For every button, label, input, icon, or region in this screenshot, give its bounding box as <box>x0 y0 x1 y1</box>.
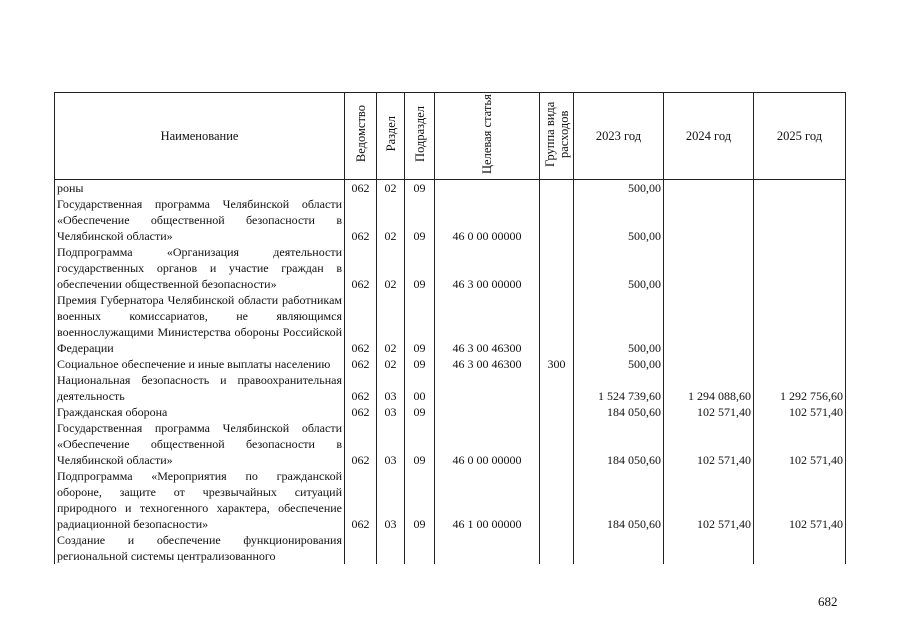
cell-target: 46 1 00 00000 <box>435 468 540 532</box>
header-section: Раздел <box>377 93 405 180</box>
cell-target: 46 0 00 00000 <box>435 420 540 468</box>
cell-group <box>540 196 574 244</box>
cell-y2024 <box>664 180 754 197</box>
header-target: Целевая статья <box>435 93 540 180</box>
header-subsection: Подраздел <box>405 93 435 180</box>
cell-y2024: 102 571,40 <box>664 468 754 532</box>
cell-subsection: 09 <box>405 244 435 292</box>
cell-dept: 062 <box>345 356 377 372</box>
cell-section: 02 <box>377 356 405 372</box>
cell-group <box>540 404 574 420</box>
cell-subsection: 09 <box>405 180 435 197</box>
cell-y2024: 102 571,40 <box>664 420 754 468</box>
cell-y2023 <box>574 532 664 564</box>
cell-y2024: 102 571,40 <box>664 404 754 420</box>
cell-y2024 <box>664 244 754 292</box>
cell-y2025 <box>754 180 846 197</box>
cell-dept: 062 <box>345 420 377 468</box>
cell-target: 46 3 00 46300 <box>435 356 540 372</box>
cell-y2023: 500,00 <box>574 180 664 197</box>
cell-section: 02 <box>377 244 405 292</box>
cell-dept: 062 <box>345 292 377 356</box>
cell-subsection: 09 <box>405 196 435 244</box>
table-row <box>55 356 846 372</box>
cell-dept: 062 <box>345 180 377 197</box>
cell-y2023: 184 050,60 <box>574 404 664 420</box>
cell-subsection: 00 <box>405 372 435 404</box>
cell-name: Гражданская оборона <box>55 404 345 420</box>
header-name: Наименование <box>55 93 345 180</box>
cell-subsection: 09 <box>405 420 435 468</box>
table-body <box>55 180 846 565</box>
cell-target: 46 0 00 00000 <box>435 196 540 244</box>
table-row <box>55 532 846 564</box>
cell-y2024 <box>664 292 754 356</box>
cell-section: 03 <box>377 468 405 532</box>
cell-target: 46 3 00 46300 <box>435 292 540 356</box>
cell-section: 03 <box>377 372 405 404</box>
cell-group <box>540 468 574 532</box>
table-header <box>55 93 846 180</box>
cell-y2025: 102 571,40 <box>754 420 846 468</box>
cell-y2025 <box>754 532 846 564</box>
cell-group <box>540 292 574 356</box>
cell-subsection: 09 <box>405 404 435 420</box>
table-row <box>55 404 846 420</box>
table-row <box>55 372 846 404</box>
table-row <box>55 468 846 532</box>
header-2025: 2025 год <box>754 93 846 180</box>
cell-dept: 062 <box>345 468 377 532</box>
cell-name: Подпрограмма «Мероприятия по гражданской обороне, защите от чрезвычайных ситуаций природного и техногенного характера, обеспечение радиационной безопасности» <box>55 468 345 532</box>
cell-y2023: 500,00 <box>574 356 664 372</box>
cell-group <box>540 180 574 197</box>
cell-name: Социальное обеспечение и иные выплаты населению <box>55 356 345 372</box>
cell-y2024 <box>664 356 754 372</box>
cell-group: 300 <box>540 356 574 372</box>
table-row <box>55 244 846 292</box>
cell-dept <box>345 532 377 564</box>
cell-subsection: 09 <box>405 356 435 372</box>
cell-group <box>540 244 574 292</box>
cell-section: 02 <box>377 196 405 244</box>
cell-section: 03 <box>377 404 405 420</box>
cell-subsection: 09 <box>405 292 435 356</box>
cell-name: Создание и обеспечение функционирования региональной системы централизованного <box>55 532 345 564</box>
budget-table <box>54 92 846 564</box>
cell-y2025 <box>754 244 846 292</box>
cell-name: Премия Губернатора Челябинской области работникам военных комиссариатов, не являющимся военнослужащими Министерства обороны Российской Федерации <box>55 292 345 356</box>
cell-y2023: 1 524 739,60 <box>574 372 664 404</box>
cell-group <box>540 532 574 564</box>
cell-y2023: 184 050,60 <box>574 468 664 532</box>
cell-y2025 <box>754 356 846 372</box>
cell-y2025 <box>754 196 846 244</box>
table-row <box>55 180 846 197</box>
cell-name: Государственная программа Челябинской области «Обеспечение общественной безопасности в Челябинской области» <box>55 196 345 244</box>
cell-dept: 062 <box>345 244 377 292</box>
cell-section: 03 <box>377 420 405 468</box>
cell-y2023: 500,00 <box>574 244 664 292</box>
header-dept: Ведомство <box>345 93 377 180</box>
cell-target: 46 3 00 00000 <box>435 244 540 292</box>
cell-section: 02 <box>377 292 405 356</box>
cell-y2025: 102 571,40 <box>754 404 846 420</box>
cell-section: 02 <box>377 180 405 197</box>
cell-y2025: 102 571,40 <box>754 468 846 532</box>
cell-subsection <box>405 532 435 564</box>
cell-group <box>540 372 574 404</box>
cell-group <box>540 420 574 468</box>
table-row <box>55 196 846 244</box>
cell-name: Государственная программа Челябинской области «Обеспечение общественной безопасности в Челябинской области» <box>55 420 345 468</box>
page-number: 682 <box>818 594 838 609</box>
cell-name: роны <box>55 180 345 197</box>
cell-target <box>435 532 540 564</box>
cell-y2024 <box>664 196 754 244</box>
table-row <box>55 292 846 356</box>
cell-y2023: 500,00 <box>574 196 664 244</box>
cell-dept: 062 <box>345 372 377 404</box>
header-expense-group: Группа вида расходов <box>540 93 574 180</box>
cell-y2023: 500,00 <box>574 292 664 356</box>
cell-dept: 062 <box>345 404 377 420</box>
cell-dept: 062 <box>345 196 377 244</box>
table-row <box>55 420 846 468</box>
cell-target <box>435 372 540 404</box>
header-2024: 2024 год <box>664 93 754 180</box>
cell-y2025: 1 292 756,60 <box>754 372 846 404</box>
cell-target <box>435 180 540 197</box>
cell-y2023: 184 050,60 <box>574 420 664 468</box>
cell-section <box>377 532 405 564</box>
cell-name: Национальная безопасность и правоохранительная деятельность <box>55 372 345 404</box>
header-2023: 2023 год <box>574 93 664 180</box>
cell-subsection: 09 <box>405 468 435 532</box>
cell-name: Подпрограмма «Организация деятельности государственных органов и участие граждан в обеспечении общественной безопасности» <box>55 244 345 292</box>
cell-y2025 <box>754 292 846 356</box>
cell-target <box>435 404 540 420</box>
cell-y2024 <box>664 532 754 564</box>
cell-y2024: 1 294 088,60 <box>664 372 754 404</box>
